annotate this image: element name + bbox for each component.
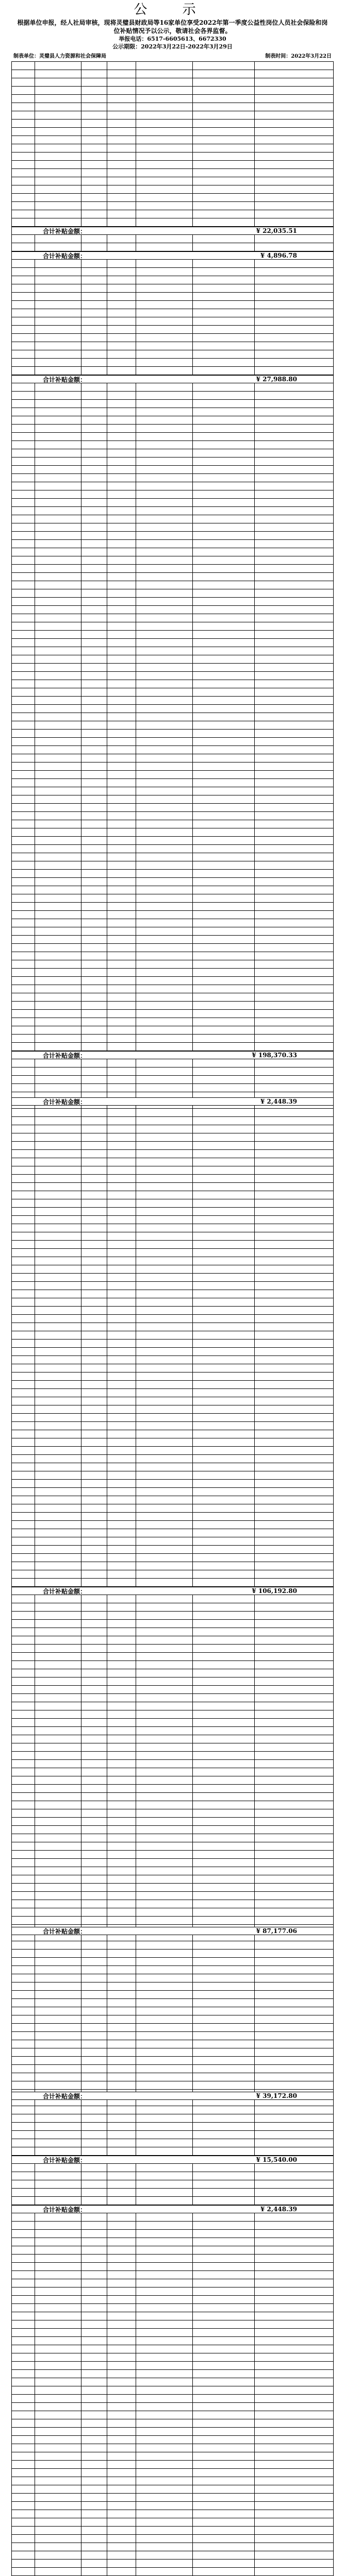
subtotal-row (12, 1051, 333, 1059)
subtotal-amount: ¥ 106,192.80 (252, 1587, 297, 1595)
subtotal-amount: ¥ 4,896.78 (260, 252, 297, 259)
intro-paragraph: 根据单位申报，经人社局审核，现将灵璧县财政局等16家单位享受2022年第一季度公益性岗位人员社会保险和岗位补贴情况予以公示，敬请社会各界监督。 (17, 19, 328, 35)
subtotal-amount: ¥ 2,448.39 (260, 2206, 297, 2213)
subtotal-amount: ¥ 87,177.06 (256, 1927, 297, 1935)
subtotal-label: 合计补贴金额： (43, 1052, 87, 1059)
contact-line: 举报电话：6517-6605613、6672330 (119, 36, 226, 42)
notice-period: 公示期限：2022年3月22日-2022年3月29日 (112, 43, 233, 50)
subtotal-label: 合计补贴金额： (43, 2092, 87, 2100)
subtotal-label: 合计补贴金额： (43, 1098, 87, 1106)
subtotal-label: 合计补贴金额： (43, 1587, 87, 1595)
subtotal-row (12, 2156, 333, 2164)
subtotal-amount: ¥ 198,370.33 (252, 1052, 297, 1059)
subtotal-amount: ¥ 39,172.80 (256, 2092, 297, 2099)
table-date: 制表时间：2022年3月22日 (265, 54, 332, 59)
table-meta (11, 50, 334, 60)
subtotal-amount: ¥ 27,988.80 (256, 376, 297, 383)
page-title: 公 示 (134, 2, 211, 18)
subtotal-label: 合计补贴金额： (43, 252, 87, 260)
subtotal-amount: ¥ 15,540.00 (256, 2156, 297, 2163)
subtotal-row (12, 227, 333, 235)
subtotal-label: 合计补贴金额： (43, 1927, 87, 1935)
subtotal-label: 合计补贴金额： (43, 2206, 87, 2213)
subtotal-amount: ¥ 2,448.39 (260, 1098, 297, 1105)
subtotal-row (12, 251, 333, 260)
subtotal-row (12, 2092, 333, 2100)
subtotal-row (12, 1587, 333, 1595)
subsidy-table (11, 61, 334, 2576)
subtotal-label: 合计补贴金额： (43, 2156, 87, 2164)
subtotal-label: 合计补贴金额： (43, 376, 87, 383)
subtotal-amount: ¥ 22,035.51 (256, 227, 297, 234)
declaring-unit: 制表单位：灵璧县人力资源和社会保障局 (13, 54, 106, 59)
subtotal-label: 合计补贴金额： (43, 227, 87, 235)
subtotal-row (12, 1097, 333, 1106)
subtotal-row (12, 1927, 333, 1935)
subtotal-row (12, 2205, 333, 2213)
subtotal-row (12, 375, 333, 383)
